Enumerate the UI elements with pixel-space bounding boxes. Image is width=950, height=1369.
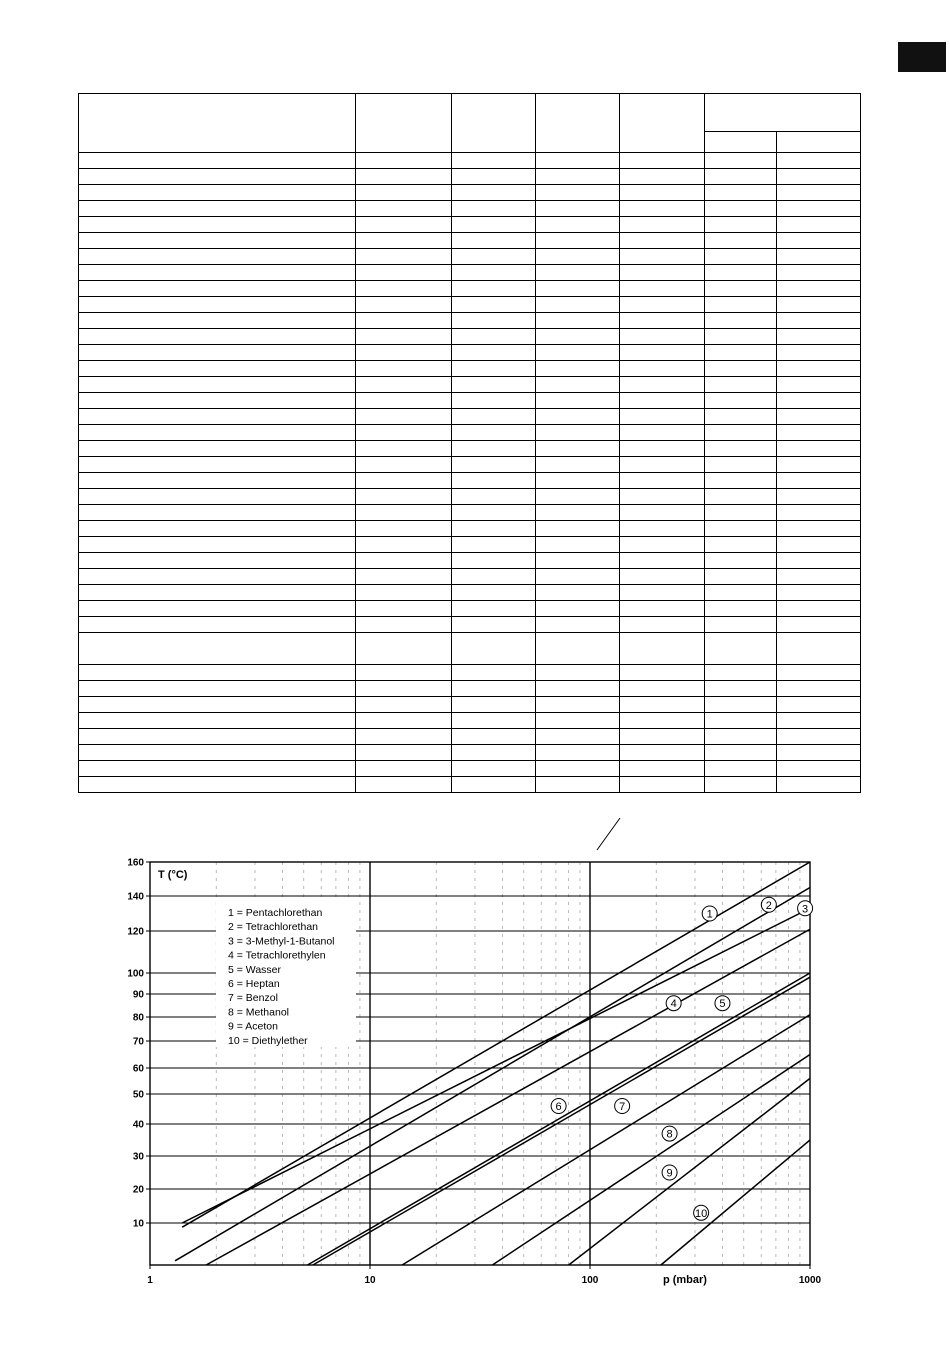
legend-entry: 1 = Pentachlorethan bbox=[228, 907, 323, 919]
legend-entry: 9 = Aceton bbox=[228, 1020, 278, 1033]
legend-entry: 8 = Methanol bbox=[228, 1006, 290, 1019]
legend-entry: 6 = Heptan bbox=[228, 978, 280, 990]
series-marker-label: 7 bbox=[619, 1101, 626, 1113]
chart-legend bbox=[216, 901, 356, 1047]
x-tick-label: 1000 bbox=[798, 1275, 822, 1286]
series-marker-label: 5 bbox=[719, 998, 726, 1011]
series-line-8 bbox=[492, 1055, 810, 1266]
x-tick-label: 1 bbox=[147, 1275, 153, 1286]
y-tick-label: 100 bbox=[127, 968, 144, 980]
legend-entry: 3 = 3-Methyl-1-Butanol bbox=[228, 935, 335, 948]
y-tick-label: 70 bbox=[132, 1036, 144, 1048]
y-tick-label: 30 bbox=[132, 1151, 144, 1163]
y-tick-label: 90 bbox=[132, 989, 144, 1001]
y-tick-label: 60 bbox=[132, 1063, 144, 1075]
y-tick-label: 10 bbox=[132, 1218, 144, 1230]
legend-entry: 5 = Wasser bbox=[228, 963, 282, 976]
series-line-9 bbox=[569, 1078, 810, 1265]
legend-entry: 7 = Benzol bbox=[228, 992, 278, 1005]
y-tick-label: 160 bbox=[127, 857, 144, 869]
y-axis-label: T (°C) bbox=[158, 869, 188, 881]
y-tick-label: 140 bbox=[127, 891, 144, 903]
series-marker-label: 8 bbox=[666, 1128, 673, 1141]
series-marker-label: 4 bbox=[670, 998, 677, 1011]
series-line-6 bbox=[313, 977, 810, 1265]
series-line-10 bbox=[661, 1140, 810, 1265]
series-marker-label: 1 bbox=[706, 908, 713, 921]
x-tick-label: 100 bbox=[581, 1275, 599, 1286]
x-tick-label: 10 bbox=[364, 1275, 376, 1286]
legend-entry: 2 = Tetrachlorethan bbox=[228, 921, 318, 934]
legend-entry: 10 = Diethylether bbox=[228, 1034, 308, 1047]
series-marker-label: 2 bbox=[765, 899, 772, 912]
legend-entry: 4 = Tetrachlorethylen bbox=[228, 949, 326, 962]
series-marker-label: 6 bbox=[555, 1101, 562, 1113]
series-marker-label: 3 bbox=[802, 903, 809, 916]
x-axis-label: p (mbar) bbox=[662, 1274, 707, 1286]
series-marker-label: 10 bbox=[695, 1207, 708, 1220]
y-tick-label: 50 bbox=[132, 1089, 144, 1101]
y-tick-label: 40 bbox=[132, 1119, 144, 1131]
series-line-7 bbox=[402, 1015, 810, 1265]
series-marker-label: 9 bbox=[666, 1167, 673, 1180]
y-tick-label: 20 bbox=[132, 1184, 144, 1196]
y-tick-label: 80 bbox=[132, 1012, 144, 1024]
y-tick-label: 120 bbox=[127, 926, 144, 938]
